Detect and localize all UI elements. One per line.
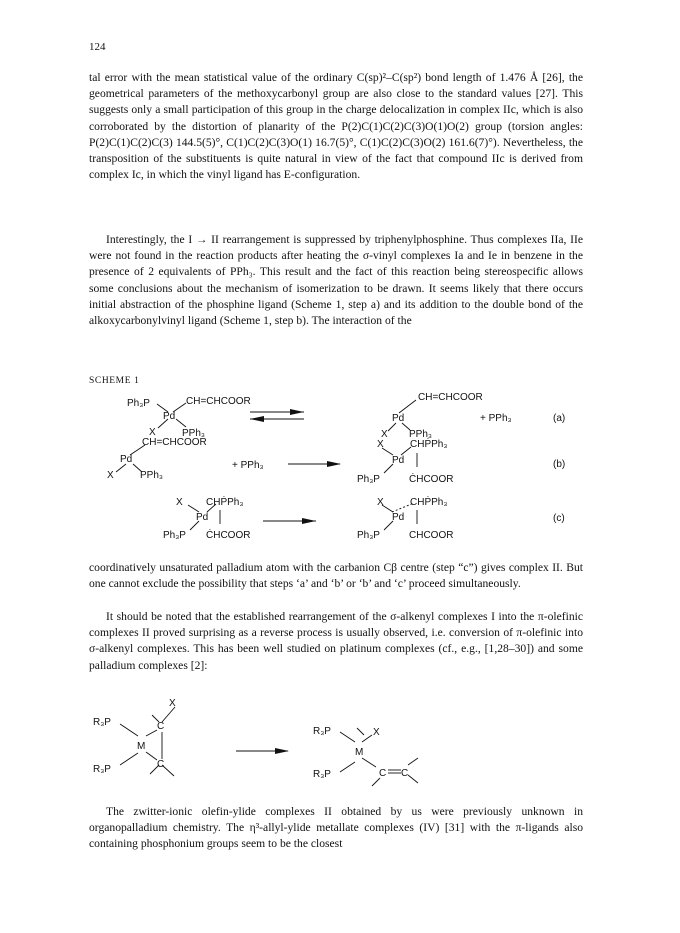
chpph3-label: CHṖPh₃ [410, 497, 448, 508]
bond-line [146, 752, 157, 760]
chcoor-label: CHCOOR [409, 530, 454, 541]
paragraph-5: The zwitter-ionic olefin-ylide complexes II obtained by us were previously unknown in organopalladium chemistry. The η³-allyl-ylide metallate complexes (IV) [31] with the π-ligands also containing phosphonium groups seem to be the closest [89, 805, 583, 851]
pd-label: Pd [392, 413, 405, 424]
bond-line [362, 758, 376, 767]
chpph3-label: CHṖPh₃ [206, 497, 244, 508]
m-label: M [137, 741, 146, 752]
chpph3-label: CHṖPh₃ [410, 439, 448, 450]
arrowhead [327, 461, 341, 467]
bond-line [399, 400, 416, 413]
arrowhead [275, 748, 289, 754]
ph3p-label: Ph₃P [127, 398, 150, 409]
pd-label: Pd [196, 512, 209, 523]
r3p-label: R₃P [313, 726, 331, 737]
x-label: X [149, 427, 156, 438]
bond-line [408, 775, 418, 783]
r3p-label: R₃P [313, 769, 331, 780]
bond-line [120, 753, 138, 765]
x-label: X [373, 727, 380, 738]
page-number: 124 [89, 41, 106, 53]
pd-label: Pd [392, 455, 405, 466]
step-a-label: (a) [553, 413, 566, 424]
equation-diagram [0, 692, 680, 787]
bond-line [120, 724, 138, 736]
ph3p-label: Ph₃P [163, 530, 186, 541]
paragraph-1: tal error with the mean statistical value of the ordinary C(sp)²–C(sp²) bond length of 1.476 Å [26], the geometrical parameters of the methoxycarbonyl group are also close to the standard values [27]. This suggests only a small participation of this group in the charge delocalization in complex IIc, which is also corroborated by the distortion of planarity of the P(2)C(1)C(2)C(3)O(1)O(2) group (torsion angles: P(2)C(1)C(2)C(3) 144.5(5)°, C(1)C(2)C(3)O(1) 16.7(5)°, C(1)C(2)C(3)O(2) 161.6(7)°). Nevertheless, the transposition of the substituents is quite natural in view of the fact that compound IIc is derived from complex Ic, in which the vinyl ligand has E-configuration. [89, 71, 583, 182]
vinyl-label: CH=CHCOOR [142, 437, 207, 448]
c-label: C [401, 768, 409, 779]
arrowhead [250, 416, 264, 422]
bond-line [188, 505, 199, 512]
bond-line [162, 707, 175, 722]
bond-line [340, 732, 355, 742]
bond-line [372, 778, 380, 786]
bond-line [340, 762, 355, 772]
pd-label: Pd [392, 512, 405, 523]
x-label: X [107, 470, 114, 481]
chcoor-label: ĊHCOOR [409, 474, 454, 485]
x-label: X [377, 497, 384, 508]
arrowhead [302, 518, 316, 524]
plus-pph3-label: + PPh₃ [232, 460, 264, 471]
bond-line [146, 730, 157, 736]
step-b-label: (b) [553, 459, 566, 470]
ph3p-label: Ph₃P [357, 530, 380, 541]
step-c-label: (c) [553, 513, 565, 524]
pph3-label: PPh₃ [140, 470, 163, 481]
ph3p-label: Ph₃P [357, 474, 380, 485]
paragraph-4: It should be noted that the established rearrangement of the σ-alkenyl complexes I into the π-olefinic complexes II proved surprising as a reverse process is usually observed, i.e. conversion of π-olefinic into σ-alkenyl complexes. This has been well studied on platinum complexes (cf., e.g., [1,28–30]) and some palladium complexes [2]: [89, 610, 583, 672]
x-label: X [381, 429, 388, 440]
plus-pph3-label: + PPh₃ [480, 413, 512, 424]
bond-line [362, 735, 372, 742]
c-label: C [379, 768, 387, 779]
scheme-title: SCHEME 1 [89, 376, 140, 386]
bond-line [408, 758, 418, 765]
bond-line [176, 419, 186, 427]
r3p-label: R₃P [93, 764, 111, 775]
m-label: M [355, 747, 364, 758]
r3p-label: R₃P [93, 717, 111, 728]
vinyl-label: CH=CHCOOR [418, 392, 483, 403]
pph3-label: PPh₃ [409, 429, 432, 440]
paragraph-2: Interestingly, the I → II rearrangement is suppressed by triphenylphosphine. Thus complexes IIa, IIe were not found in the reaction products after heating the σ-vinyl complexes Ia and Ie in benzene in the presence of 2 equivalents of PPh₃. This result and the fact of this reaction being stereospecific allows some conclusions about the mechanism of isomerization to be drawn. It seems likely that there occurs initial abstraction of the phosphine ligand (Scheme 1, step a) and its addition to the double bond of the alkoxycarbonylvinyl ligand (Scheme 1, step b). The interaction of the [89, 233, 583, 328]
pd-label: Pd [120, 454, 133, 465]
c-label: C [157, 721, 165, 732]
vinyl-label: CH=CHCOOR [186, 396, 251, 407]
pph3-label: PPh₃ [182, 428, 205, 439]
arrowhead [290, 409, 304, 415]
pd-label: Pd [163, 411, 176, 422]
bond-line [357, 728, 364, 735]
x-label: X [169, 698, 176, 709]
x-label: X [377, 439, 384, 450]
c-label: C [157, 759, 165, 770]
x-label: X [176, 497, 183, 508]
bond-line [116, 464, 126, 472]
chcoor-label: ĊHCOOR [206, 530, 251, 541]
bond-line [388, 423, 396, 431]
paragraph-3: coordinatively unsaturated palladium atom with the carbanion Cβ centre (step “c”) gives complex II. But one cannot exclude the possibility that steps ‘a’ and ‘b’ or ‘b’ and ‘c’ proceed simultaneously. [89, 561, 583, 591]
scheme-1 [0, 390, 680, 555]
